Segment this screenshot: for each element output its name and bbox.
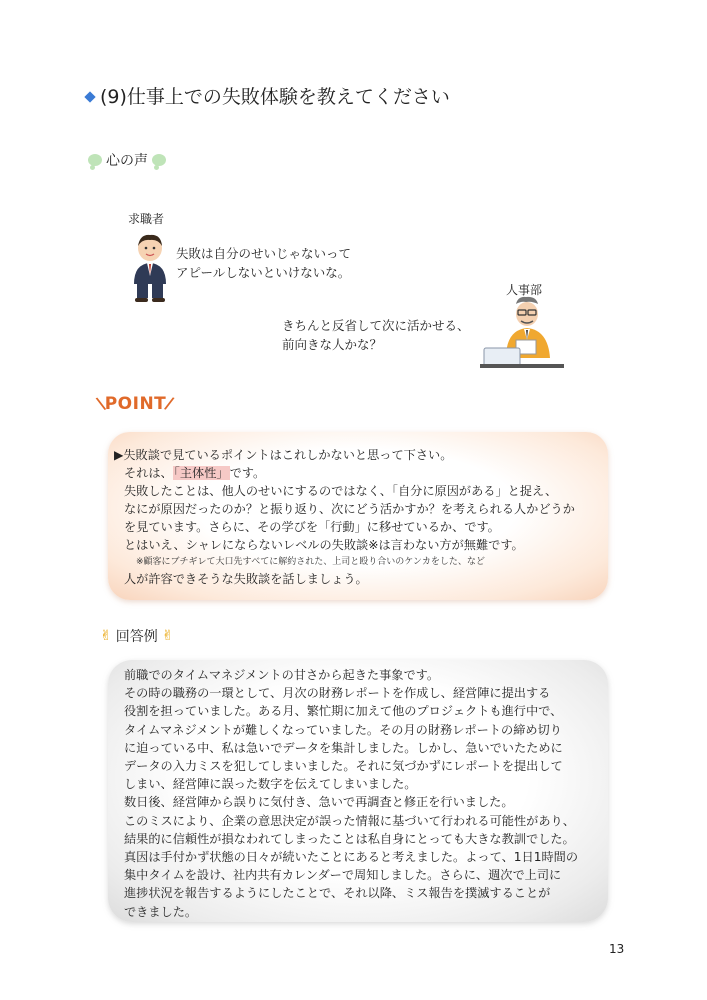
inner-voice-heading [88,150,166,170]
hr-speech-line: きちんと反省して次に活かせる、 [282,318,470,333]
point-line: なにが原因だったのか？と振り返り、次にどう活かすか？を考えられる人かどうか [124,502,575,516]
hr-illustration [476,296,572,372]
point-note: ※顧客にブチギレて大口先すべてに解約された、上司と殴り合いのケンカをした、など [136,557,485,567]
point-line: 人が許容できそうな失敗談を話しましょう。 [124,572,368,586]
point-text-fragment: それは、 [124,466,173,480]
answer-line: 真因は手付かず状態の日々が続いたことにあると考えました。よって、1日1時間の [124,850,579,865]
answer-line: 進捗状況を報告するようにしたことで、それ以降、ミス報告を撲滅することが [124,886,551,901]
answer-line: 前職でのタイムマネジメントの甘さから起きた事象です。 [124,668,440,682]
answer-line: 集中タイムを設け、社内共有カレンダーで周知しました。さらに、週次で上司に [124,868,562,883]
point-content [114,446,604,588]
inner-voice-label: 心の声 [106,153,148,169]
page-number: 13 [609,942,625,956]
peace-hand-icon: ✌ [100,628,112,644]
hr-label: 人事部 [506,283,543,297]
point-line: とはいえ、シャレにならないレベルの失敗談※は言わない方が無難です。 [124,538,524,552]
answer-line: 数日後、経営陣から誤りに気付き、急いで再調査と修正を行いました。 [124,795,514,810]
point-line [114,464,604,482]
answer-line: しまい、経営陣に誤った数字を伝えてしまいました。 [124,777,417,792]
applicant-speech-line: アピールしないといけないな。 [176,265,351,280]
answer-line: できました。 [124,904,198,919]
answer-line: に迫っている中、私は急いでデータを集計しました。しかし、急いでいたために [124,740,563,755]
point-highlight: 「主体性」 [173,466,229,480]
answer-line: このミスにより、企業の意思決定が誤った情報に基づいて行われる可能性があり、 [124,813,575,828]
point-line: ▶失敗談で見ているポイントはこれしかないと思って下さい。 [114,448,453,462]
hr-speech-line: 前向きな人かな？ [282,337,383,352]
point-label-text: POINT [104,394,167,414]
answer-content [124,666,606,921]
point-line: を見ています。さらに、その学びを「行動」に移せているか、です。 [124,520,500,534]
answer-line: その時の職務の一環として、月次の財務レポートを作成し、経営陣に提出する [124,686,551,701]
hr-speech [282,316,470,354]
page-title-text: (9)仕事上での失敗体験を教えてください [100,86,450,108]
speech-bubble-icon [88,154,102,166]
applicant-speech [176,244,351,282]
answer-line: 結果的に信頼性が損なわれてしまったことは私自身にとっても大きな教訓でした。 [124,831,575,846]
answer-heading [100,626,173,646]
applicant-label: 求職者 [128,212,165,226]
point-line: 失敗したことは、他人のせいにするのではなく、「自分に原因がある」と捉え、 [124,484,558,498]
peace-hand-icon: ✌ [161,628,174,644]
answer-heading-text: 回答例 [115,629,158,645]
applicant-illustration [128,232,172,304]
answer-line: タイムマネジメントが難しくなっていました。その月の財務レポートの締め切り [124,722,562,737]
answer-line: 役割を担っていました。ある月、繁忙期に加えて他のプロジェクトも進行中で、 [124,704,563,719]
page-title [86,82,450,109]
applicant-speech-line: 失敗は自分のせいじゃないって [176,246,352,261]
speech-bubble-icon [152,154,166,166]
point-text-fragment: です。 [229,466,266,480]
answer-line: データの入力ミスを犯してしまいました。それに気づかずにレポートを提出して [124,759,563,774]
point-label: \POINT/ [94,393,177,415]
diamond-bullet-icon [84,91,95,102]
